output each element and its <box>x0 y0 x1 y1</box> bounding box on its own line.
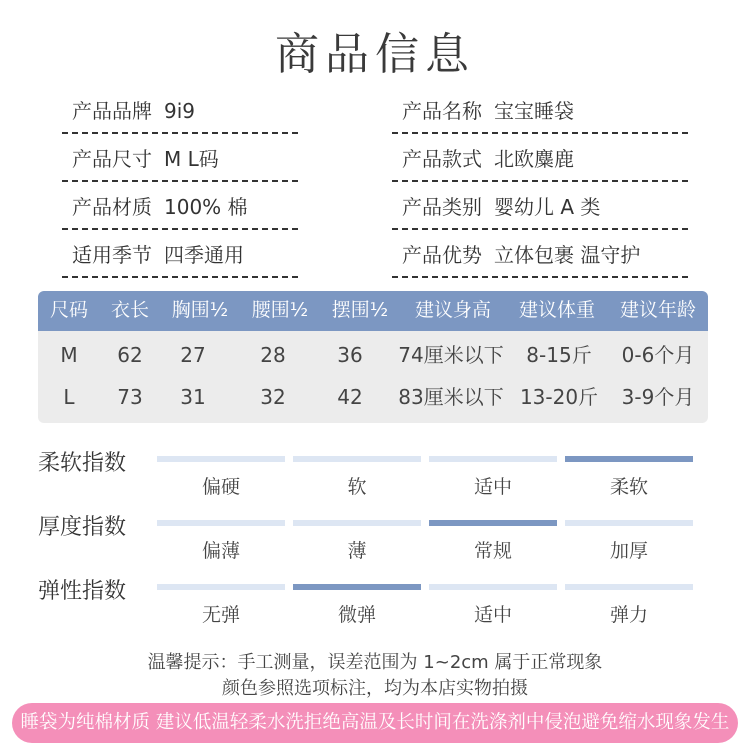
scale-segment-selected <box>293 584 421 590</box>
index-label: 弹性指数 <box>38 579 127 604</box>
header-cell: 衣长 <box>110 299 149 321</box>
index-label: 厚度指数 <box>38 515 127 540</box>
scale-segment <box>429 456 557 462</box>
size-table-body <box>38 331 708 423</box>
page-title: 商品信息 <box>275 29 475 80</box>
info-brand-label: 产品品牌 <box>72 99 152 123</box>
info-style <box>392 142 688 182</box>
table-cell: 3-9个月 <box>621 385 695 409</box>
info-material <box>62 190 298 230</box>
table-cell: 27 <box>180 343 206 367</box>
header-cell: 胸围½ <box>171 299 229 321</box>
table-cell: 83厘米以下 <box>398 385 504 409</box>
scale-option-label: 薄 <box>347 540 367 562</box>
table-cell: 0-6个月 <box>621 343 695 367</box>
info-category-value: 婴幼儿 A 类 <box>494 195 601 219</box>
scale-option-label: 微弹 <box>337 604 376 626</box>
scale-segment-selected <box>565 456 693 462</box>
scale-option-label: 柔软 <box>609 476 648 498</box>
info-material-value: 100% 棉 <box>164 195 248 219</box>
note-line-1: 温馨提示：手工测量，误差范围为 1~2cm 属于正常现象 <box>147 652 603 673</box>
scale-segment <box>429 584 557 590</box>
info-material-label: 产品材质 <box>72 195 152 219</box>
info-season-label: 适用季节 <box>72 243 152 267</box>
care-banner: 睡袋为纯棉材质 建议低温轻柔水洗拒绝高温及长时间在洗涤剂中侵泡避免缩水现象发生 <box>12 703 738 743</box>
scale-option-label: 无弹 <box>201 604 240 626</box>
info-name <box>392 94 688 134</box>
info-size <box>62 142 298 182</box>
scale-segment-selected <box>429 520 557 526</box>
info-name-label: 产品名称 <box>402 99 482 123</box>
info-season-value: 四季通用 <box>164 243 244 267</box>
table-cell: 74厘米以下 <box>398 343 504 367</box>
scale-option-label: 偏硬 <box>201 476 240 498</box>
scale-segment <box>157 520 285 526</box>
table-cell: 32 <box>260 385 286 409</box>
table-cell: L <box>63 385 75 409</box>
header-cell: 建议年龄 <box>619 299 696 321</box>
info-advantage-label: 产品优势 <box>402 243 482 267</box>
note-line-2: 颜色参照选项标注，均为本店实物拍摄 <box>222 678 528 699</box>
header-cell: 摆围½ <box>331 299 389 321</box>
index-label: 柔软指数 <box>38 451 127 476</box>
header-cell: 尺码 <box>49 299 88 321</box>
scale-option-label: 常规 <box>473 540 512 562</box>
table-cell: 31 <box>180 385 206 409</box>
size-table-header <box>38 291 708 331</box>
scale-segment <box>157 584 285 590</box>
info-brand-value: 9i9 <box>164 99 196 123</box>
table-cell: 62 <box>117 343 143 367</box>
info-advantage-value: 立体包裹 温守护 <box>494 243 641 267</box>
header-cell: 腰围½ <box>251 299 309 321</box>
info-size-label: 产品尺寸 <box>72 147 152 171</box>
scale-segment <box>157 456 285 462</box>
scale-option-label: 软 <box>347 476 367 498</box>
header-cell: 建议体重 <box>518 299 595 321</box>
table-cell: 28 <box>260 343 286 367</box>
table-cell: 8-15斤 <box>526 343 592 367</box>
table-cell: 42 <box>337 385 363 409</box>
info-style-value: 北欧麋鹿 <box>494 147 574 171</box>
scale-segment <box>293 456 421 462</box>
scale-option-label: 适中 <box>473 604 512 626</box>
scale-option-label: 弹力 <box>609 604 648 626</box>
info-name-value: 宝宝睡袋 <box>494 99 574 123</box>
scale-option-label: 加厚 <box>609 540 648 562</box>
info-category <box>392 190 688 230</box>
scale-segment <box>565 584 693 590</box>
info-season <box>62 238 298 278</box>
info-brand <box>62 94 298 134</box>
size-table <box>38 291 708 423</box>
scale-segment <box>565 520 693 526</box>
table-cell: M <box>60 343 78 367</box>
info-category-label: 产品类别 <box>402 195 482 219</box>
table-cell: 36 <box>337 343 363 367</box>
scale-option-label: 适中 <box>473 476 512 498</box>
info-style-label: 产品款式 <box>402 147 482 171</box>
scale-segment <box>293 520 421 526</box>
table-cell: 73 <box>117 385 143 409</box>
table-cell: 13-20斤 <box>519 385 599 409</box>
scale-option-label: 偏薄 <box>201 540 240 562</box>
info-size-value: M L码 <box>164 147 219 171</box>
info-advantage <box>392 238 688 278</box>
header-cell: 建议身高 <box>414 299 491 321</box>
